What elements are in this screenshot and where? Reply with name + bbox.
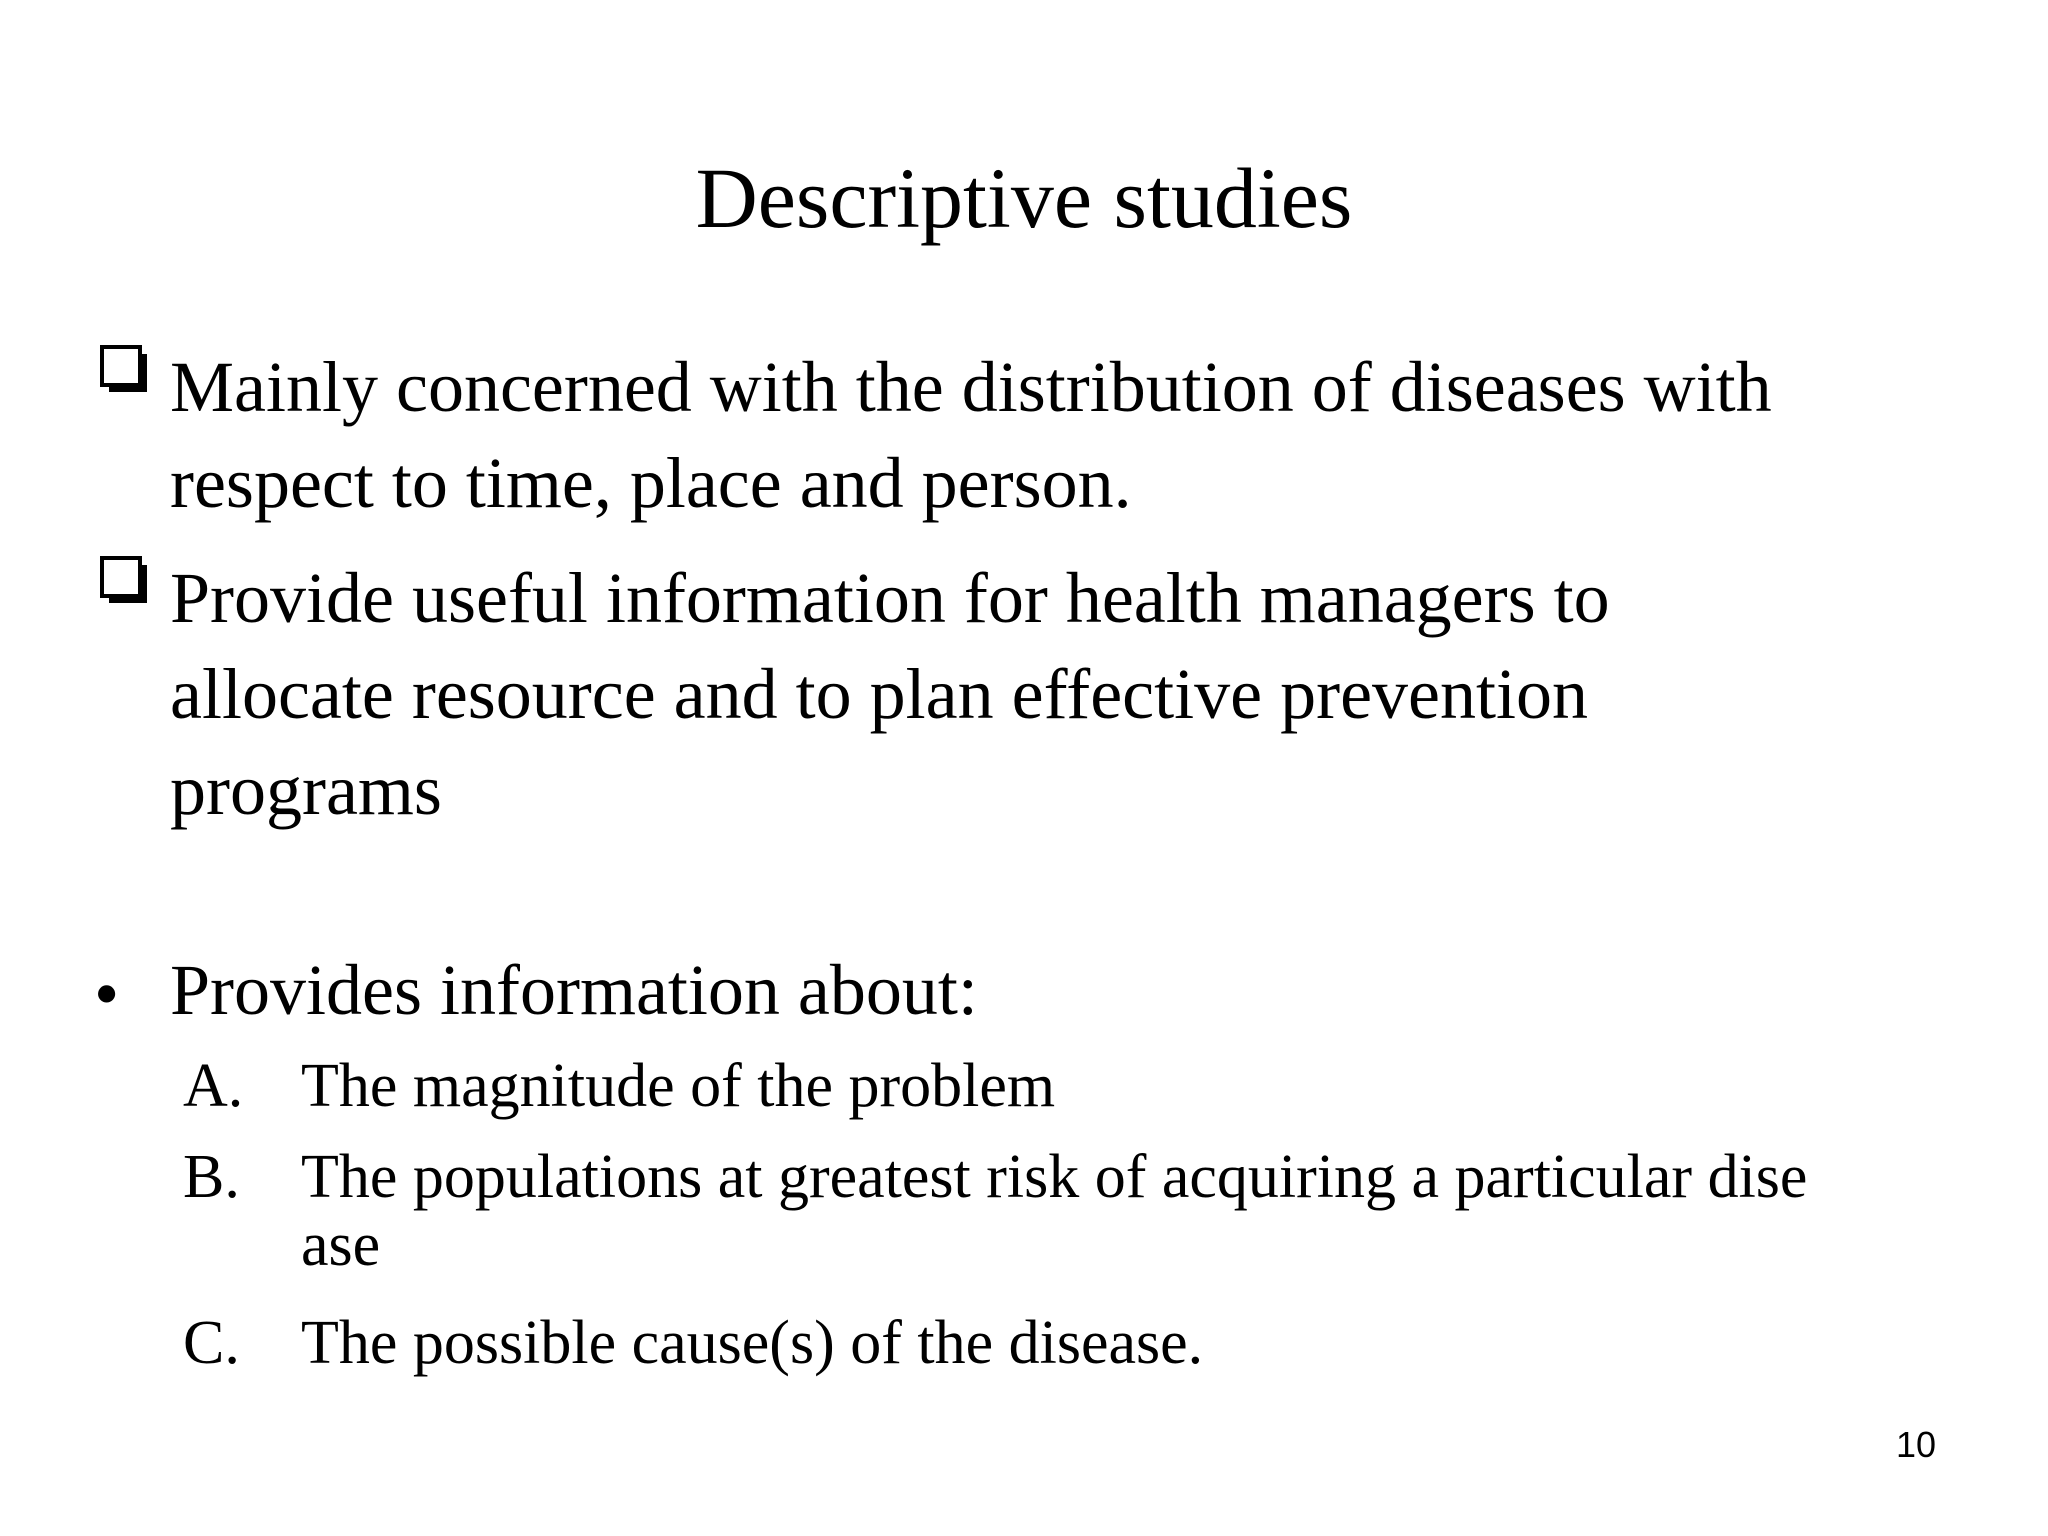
sub-item-magnitude: The magnitude of the problem [301,1052,1056,1120]
bullet-dot-icon: • [94,954,120,1034]
bullet-useful-information: Provide useful information for health managers to allocate resource and to plan effective prevention programs [170,558,1610,830]
sub-item-label: A. [183,1052,244,1120]
bullet-distribution: Mainly concerned with the distribution of diseases with respect to time, place and person. [170,347,1772,523]
sub-item-causes: The possible cause(s) of the disease. [301,1309,1204,1377]
square-box-icon [100,345,150,395]
sub-item-label: C. [183,1309,240,1377]
bullet-provides-information: Provides information about: [170,950,978,1030]
square-box-icon [100,556,150,606]
sub-item-populations: The populations at greatest risk of acquiring a particular dise ase [301,1143,1808,1279]
sub-item-label: B. [183,1143,240,1211]
page-number: 10 [1895,1424,1936,1465]
slide-title: Descriptive studies [695,150,1353,246]
